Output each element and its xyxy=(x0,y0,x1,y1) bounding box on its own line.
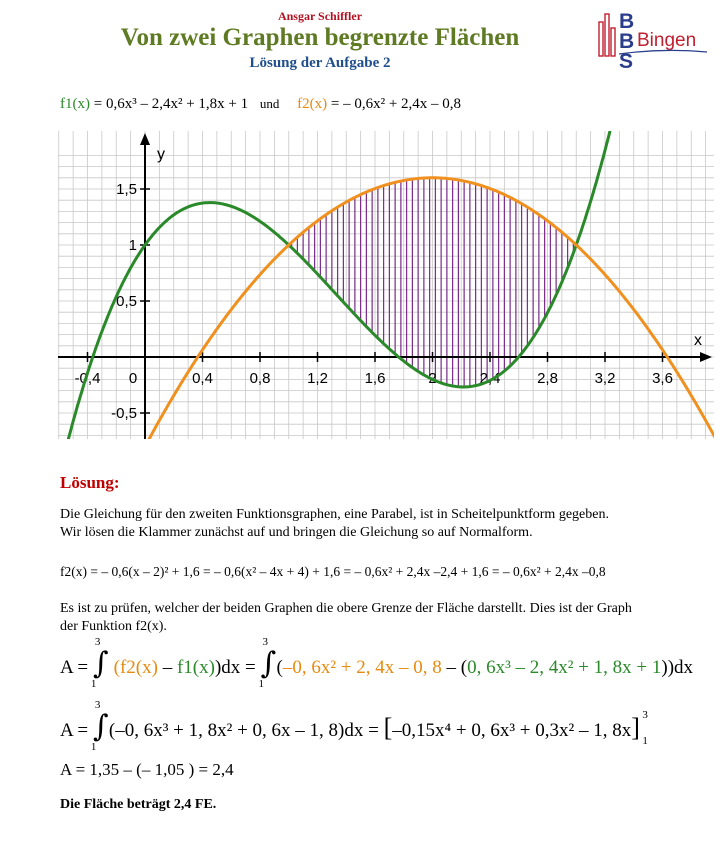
integral-sign-2: ∫ xyxy=(260,646,277,681)
f2-curve xyxy=(58,178,714,439)
logo-letter-s: S xyxy=(619,50,634,70)
eq1-f1-expanded: 0, 6x³ – 2, 4x² + 1, 8x + 1 xyxy=(467,657,662,678)
f1-name: f1(x) xyxy=(60,96,90,112)
x-tick-label: 3,6 xyxy=(652,370,673,387)
eq1-lower-limit-2: 1 xyxy=(258,678,264,690)
y-axis-arrow xyxy=(140,133,150,145)
eq1-f2-term: (f2(x) xyxy=(113,657,158,678)
equation-2 xyxy=(60,699,648,757)
x-tick-label: 3,2 xyxy=(594,370,616,387)
result-statement: Die Fläche beträgt 2,4 FE. xyxy=(60,797,217,812)
paragraph-1-line-1: Die Gleichung für den zweiten Funktionsgraphen, eine Parabel, ist in Scheitelpunktform gegeben. xyxy=(60,507,609,522)
logo-text: Bingen xyxy=(637,30,697,51)
equation-3: A = 1,35 – (– 1,05 ) = 2,4 xyxy=(60,760,234,779)
x-tick-label: 0,8 xyxy=(249,370,271,387)
f2-name: f2(x) xyxy=(297,96,328,112)
author-name: Ansgar Schiffler xyxy=(277,9,363,23)
eq1-lower-limit-1: 1 xyxy=(90,678,97,690)
x-tick-label: 1,6 xyxy=(364,370,386,387)
eq2-bracket-upper: 3 xyxy=(642,709,648,721)
eq1-minus: – xyxy=(157,657,177,678)
x-tick-label: 0 xyxy=(128,370,138,387)
eq1-mid: – ( xyxy=(441,657,468,678)
eq1-open-paren: ( xyxy=(276,657,283,678)
eq2-lhs: A = xyxy=(60,720,89,741)
eq1-lhs: A = xyxy=(60,657,89,678)
f2-expression: = – 0,6x² + 2,4x – 0,8 xyxy=(330,96,462,112)
x-tick-label: 2 xyxy=(428,370,437,387)
eq1-f2-expanded: –0, 6x² + 2, 4x – 0, 8 xyxy=(282,657,442,678)
eq1-f1-term: f1(x) xyxy=(176,657,215,678)
solution-heading: Lösung: xyxy=(60,473,120,492)
y-axis-label: y xyxy=(157,146,165,163)
eq1-upper-limit-2: 3 xyxy=(262,636,268,648)
eq2-integrand: (–0, 6x³ + 1, 8x² + 0, 6x – 1, 8)dx = xyxy=(108,720,379,741)
eq1-dx: )dx = xyxy=(214,657,256,678)
eq2-lower-limit: 1 xyxy=(90,741,97,753)
bbs-bingen-logo xyxy=(593,8,711,70)
y-tick-label: 0,5 xyxy=(116,293,137,310)
equation-1 xyxy=(60,636,694,694)
solution-paragraph-1 xyxy=(60,506,609,542)
logo-letter-b2: B xyxy=(619,30,635,53)
eq2-open-bracket: [ xyxy=(383,713,393,742)
paragraph-1-line-2: Wir lösen die Klammer zunächst auf und bringen die Gleichung so auf Normalform. xyxy=(60,525,533,540)
y-tick-label: -0,5 xyxy=(111,405,137,422)
eq2-antiderivative: –0,15x⁴ + 0, 6x³ + 0,3x² – 1, 8x xyxy=(392,720,632,741)
function-graph xyxy=(58,131,714,439)
f1-expression: = 0,6x³ – 2,4x² + 1,8x + 1 xyxy=(93,96,249,112)
x-tick-label: 2,4 xyxy=(479,370,501,387)
eq2-close-bracket: ] xyxy=(631,713,640,742)
x-tick-label: 0,4 xyxy=(192,370,213,387)
logo-letter-b1: B xyxy=(619,10,635,33)
page-title: Von zwei Graphen begrenzte Flächen xyxy=(120,24,520,51)
solution-paragraph-2 xyxy=(60,600,632,636)
integral-sign-3: ∫ xyxy=(92,709,109,744)
x-axis-label: x xyxy=(694,332,702,349)
paragraph-2-line-2: der Funktion f2(x). xyxy=(60,619,167,634)
eq1-upper-limit-1: 3 xyxy=(94,636,101,648)
x-tick-label: 1,2 xyxy=(307,370,328,387)
x-tick-label: 2,8 xyxy=(537,370,558,387)
page-subtitle: Lösung der Aufgabe 2 xyxy=(249,55,391,71)
eq2-upper-limit: 3 xyxy=(94,699,101,711)
f2-transformation: f2(x) = – 0,6(x – 2)² + 1,6 = – 0,6(x² – 4x + 4) + 1,6 = – 0,6x² + 2,4x –2,4 + 1,6 = – 0,6x² + 2,4x –0,8 xyxy=(60,564,606,579)
y-tick-label: 1,5 xyxy=(116,181,137,198)
y-tick-label: 1 xyxy=(128,237,137,254)
function-definitions xyxy=(60,96,461,113)
x-tick-label: -0,4 xyxy=(74,370,101,387)
paragraph-2-line-1: Es ist zu prüfen, welcher der beiden Graphen die obere Grenze der Fläche darstellt. Dies ist der Graph xyxy=(60,601,632,616)
integral-sign-1: ∫ xyxy=(92,646,109,681)
eq2-bracket-lower: 1 xyxy=(642,735,648,747)
eq1-end: ))dx xyxy=(661,657,694,678)
connector-text: und xyxy=(259,96,280,111)
